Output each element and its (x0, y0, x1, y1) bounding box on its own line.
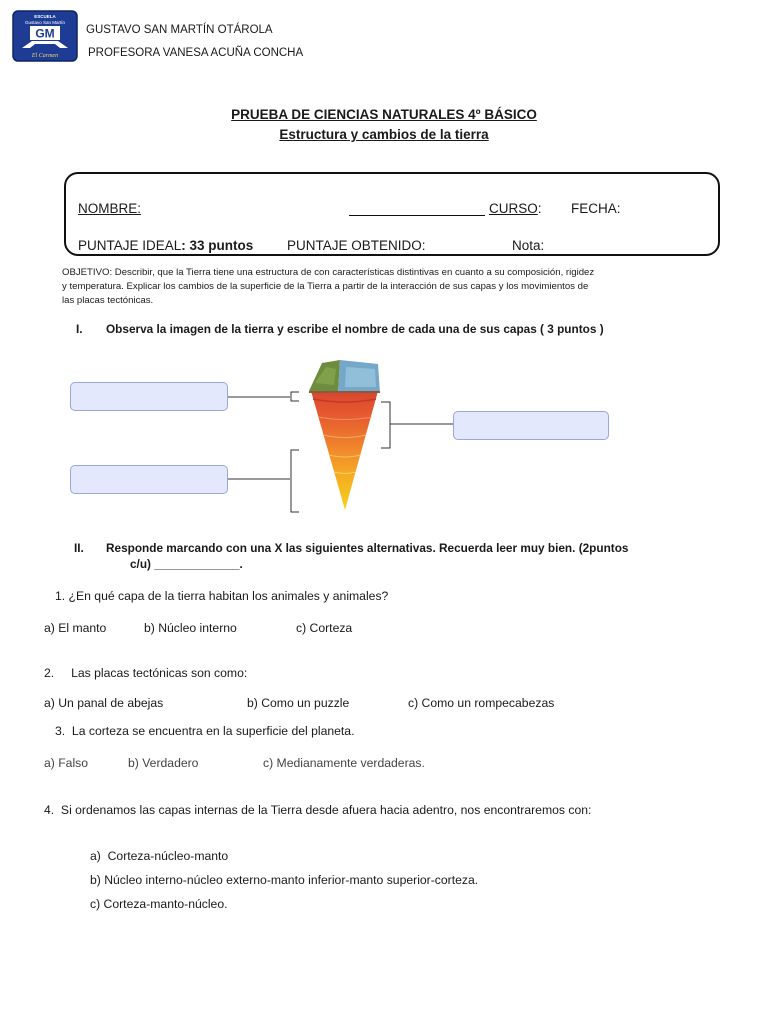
q1-option-a[interactable]: a) El manto (44, 621, 107, 635)
q1-option-c[interactable]: c) Corteza (296, 621, 353, 635)
q4-option-b[interactable]: b) Núcleo interno-núcleo externo-manto inferior-manto superior-corteza. (90, 873, 479, 887)
q2-option-c[interactable]: c) Como un rompecabezas (408, 696, 555, 710)
page-subtitle: Estructura y cambios de la tierra (279, 127, 489, 142)
curso-label (489, 201, 542, 216)
logo-bottom-text: El Carmen (31, 53, 59, 59)
objective-text (62, 266, 702, 308)
school-name: GUSTAVO SAN MARTÍN OTÁROLA (86, 24, 273, 36)
logo-mid-text: Gustavo San Martín (24, 20, 66, 25)
question-4: 4. Si ordenamos las capas internas de la Tierra desde afuera hacia adentro, nos encontraremos con: (44, 803, 592, 817)
q2-option-a[interactable]: a) Un panal de abejas (44, 696, 164, 710)
puntaje-ideal-label: PUNTAJE IDEAL (78, 238, 182, 253)
teacher-name: PROFESORA VANESA ACUÑA CONCHA (88, 47, 304, 59)
bracket-crust (291, 392, 299, 401)
bracket-core (291, 450, 299, 512)
question-1: 1. ¿En qué capa de la tierra habitan los animales y animales? (55, 589, 389, 603)
fecha-label: FECHA: (571, 201, 621, 216)
nombre-input-line[interactable] (349, 215, 485, 216)
q2-option-b[interactable]: b) Como un puzzle (247, 696, 350, 710)
logo-initials: GM (35, 26, 55, 41)
objective-line-3: las placas tectónicas. (62, 295, 154, 306)
earth-wedge (311, 391, 378, 510)
section-2-text-line-1: Responde marcando con una X las siguientes alternativas. Recuerda leer muy bien. (2puntos (106, 541, 629, 555)
question-2: 2. Las placas tectónicas son como: (44, 666, 248, 680)
section-2-number: II. (74, 541, 84, 555)
bracket-mantle (381, 402, 390, 448)
logo-top-text: ESCUELA (34, 14, 56, 19)
q3-option-b[interactable]: b) Verdadero (128, 756, 199, 770)
page-title: PRUEBA DE CIENCIAS NATURALES 4º BÁSICO (231, 107, 537, 122)
objective-line-2: y temperatura. Explicar los cambios de la superficie de la Tierra a partir de la interacción de sus capas y los movimientos de (62, 281, 589, 292)
puntaje-ideal (78, 238, 253, 253)
q1-option-b[interactable]: b) Núcleo interno (144, 621, 237, 635)
section-2-text-line-2: c/u) _____________. (130, 557, 243, 571)
q3-option-c[interactable]: c) Medianamente verdaderas. (263, 756, 425, 770)
q3-option-a[interactable]: a) Falso (44, 756, 89, 770)
section-1-number: I. (76, 322, 83, 336)
earth-layers-diagram (0, 355, 768, 520)
puntaje-obtenido-label: PUNTAJE OBTENIDO: (287, 238, 426, 253)
nota-label: Nota: (512, 238, 545, 253)
question-3: 3. La corteza se encuentra en la superficie del planeta. (55, 724, 355, 738)
objective-line-1: OBJETIVO: Describir, que la Tierra tiene una estructura de con características distintivas en cuanto a su composición, rigidez (62, 267, 595, 278)
q4-option-a[interactable]: a) Corteza-núcleo-manto (90, 849, 229, 863)
section-1-text: Observa la imagen de la tierra y escribe el nombre de cada una de sus capas ( 3 puntos ) (106, 322, 604, 336)
curso-colon: : (537, 201, 542, 216)
q4-option-c[interactable]: c) Corteza-manto-núcleo. (90, 897, 228, 911)
school-logo (12, 10, 78, 62)
nombre-label: NOMBRE: (78, 201, 142, 216)
curso-label-text: CURSO (489, 201, 538, 216)
puntaje-ideal-value: : 33 puntos (181, 238, 254, 253)
